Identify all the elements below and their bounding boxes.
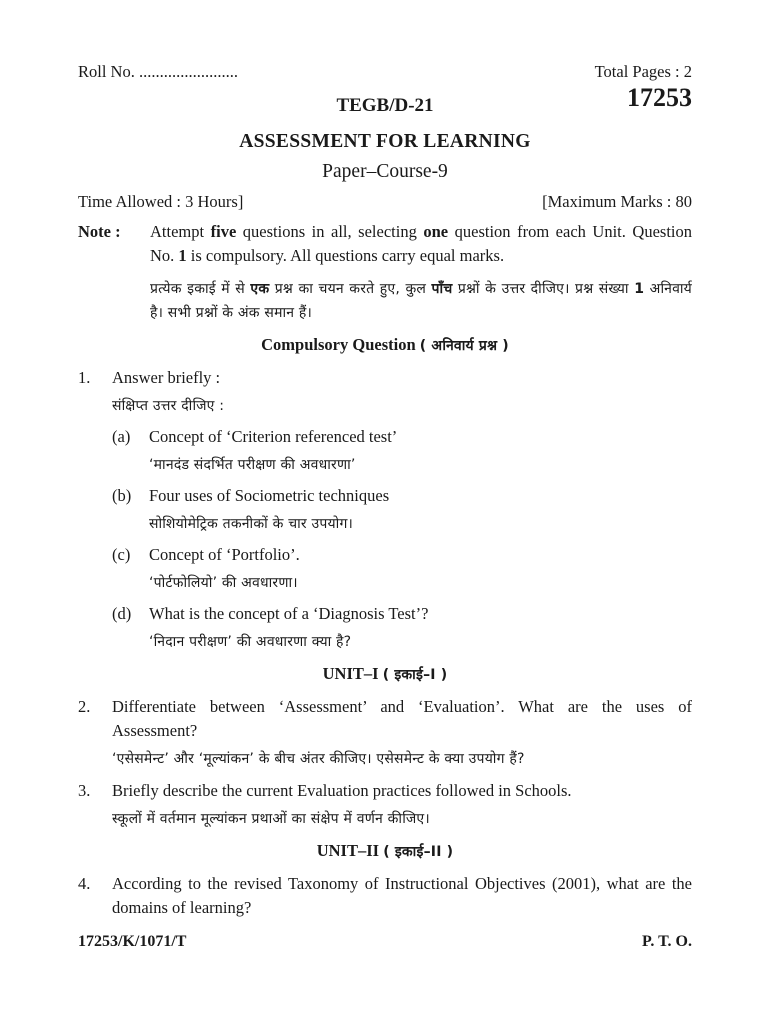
note-label: Note :: [78, 222, 121, 241]
sub-question-hi: ‘मानदंड संदर्भित परीक्षण की अवधारणा’: [149, 457, 356, 473]
note-text: questions in all, selecting: [236, 222, 424, 241]
sub-question-body: [149, 602, 692, 654]
note-hindi: [150, 277, 692, 325]
footer-code: 17253/K/1071/T: [78, 933, 187, 950]
note-english: [150, 220, 692, 268]
sub-question-hi: ‘निदान परीक्षण’ की अवधारणा क्या है?: [149, 634, 352, 650]
note-text: अनिवार्य है। सभी प्रश्नों के अंक समान हैं।: [150, 281, 692, 321]
footer-pto: P. T. O.: [642, 933, 692, 950]
sub-question-c: [112, 543, 692, 595]
compulsory-heading: [78, 333, 692, 358]
question-body: [112, 366, 692, 654]
question-3: [78, 779, 692, 831]
note-text: प्रश्नों के उत्तर दीजिए। प्रश्न संख्या: [452, 281, 635, 297]
question-text-en: According to the revised Taxonomy of Instructional Objectives (2001), what are the domains of learning?: [112, 874, 692, 917]
question-body: [112, 779, 692, 831]
question-number: 4.: [78, 874, 91, 893]
note-emphasis: 1: [178, 246, 187, 265]
time-marks-row: [78, 190, 692, 214]
question-number: 2.: [78, 697, 91, 716]
sub-question-en: Concept of ‘Criterion referenced test’: [149, 427, 398, 446]
sub-question-label: (c): [112, 545, 131, 564]
time-allowed: Time Allowed : 3 Hours]: [78, 192, 244, 211]
note-text: प्रत्येक इकाई में से: [150, 281, 251, 297]
question-2: [78, 695, 692, 771]
note-emphasis: one: [423, 222, 449, 241]
question-text-en: Differentiate between ‘Assessment’ and ‘Evaluation’. What are the uses of Assessment?: [112, 697, 692, 740]
unit-2-heading: [78, 839, 692, 864]
question-text-en: Answer briefly :: [112, 368, 221, 387]
sub-question-body: [149, 425, 692, 477]
question-text-hi: स्कूलों में वर्तमान मूल्यांकन प्रथाओं का संक्षेप में वर्णन कीजिए।: [112, 811, 430, 827]
exam-page: [78, 60, 692, 920]
maximum-marks: [Maximum Marks : 80: [542, 192, 692, 211]
question-number: 1.: [78, 368, 91, 387]
sub-question-label: (d): [112, 604, 132, 623]
paper-subtitle: Paper–Course-9: [322, 161, 448, 182]
total-pages: Total Pages : 2: [594, 62, 692, 81]
sub-question-d: [112, 602, 692, 654]
roll-number-field: Roll No. ........................: [78, 62, 238, 81]
sub-question-a: [112, 425, 692, 477]
question-1: [78, 366, 692, 654]
page-footer: [78, 933, 692, 951]
unit-1-heading: [78, 662, 692, 687]
note-body: [150, 220, 692, 325]
note-emphasis: 1: [634, 281, 645, 297]
question-body: [112, 872, 692, 920]
note-emphasis: एक: [250, 281, 270, 297]
instructions-note: [78, 220, 692, 325]
sub-question-body: [149, 484, 692, 536]
unit-heading-hi: ( इकाई–II ): [383, 844, 454, 860]
sub-question-b: [112, 484, 692, 536]
sub-question-label: (a): [112, 427, 131, 446]
sub-question-hi: सोशियोमेट्रिक तकनीकों के चार उपयोग।: [149, 516, 354, 532]
compulsory-heading-en: Compulsory Question: [261, 335, 416, 354]
unit-heading-en: UNIT–I: [322, 664, 379, 683]
note-emphasis: five: [210, 222, 237, 241]
question-text-hi: ‘एसेसमेन्ट’ और ‘मूल्यांकन’ के बीच अंतर कीजिए। एसेसमेन्ट के क्या उपयोग हैं?: [112, 751, 525, 767]
sub-question-hi: ‘पोर्टफोलियो’ की अवधारणा।: [149, 575, 298, 591]
paper-code-line: [78, 83, 692, 126]
question-text-en: Briefly describe the current Evaluation practices followed in Schools.: [112, 781, 572, 800]
paper-number: 17253: [627, 83, 692, 112]
sub-question-en: Four uses of Sociometric techniques: [149, 486, 390, 505]
sub-question-en: Concept of ‘Portfolio’.: [149, 545, 300, 564]
sub-question-label: (b): [112, 486, 132, 505]
paper-title: ASSESSMENT FOR LEARNING: [239, 131, 531, 152]
unit-heading-hi: ( इकाई–I ): [382, 667, 448, 683]
top-row: [78, 60, 692, 84]
note-text: Attempt: [150, 222, 211, 241]
note-emphasis: पाँच: [431, 281, 453, 297]
compulsory-heading-hi: ( अनिवार्य प्रश्न ): [419, 338, 509, 354]
sub-question-en: What is the concept of a ‘Diagnosis Test’?: [149, 604, 429, 623]
note-text: question from each Unit. Question No.: [150, 222, 693, 265]
note-text: is compulsory. All questions carry equal marks.: [186, 246, 505, 265]
question-4: [78, 872, 692, 920]
question-body: [112, 695, 692, 771]
sub-question-body: [149, 543, 692, 595]
paper-code: TEGB/D-21: [336, 95, 434, 116]
unit-heading-en: UNIT–II: [316, 841, 380, 860]
question-text-hi: संक्षिप्त उत्तर दीजिए :: [112, 398, 225, 414]
question-number: 3.: [78, 781, 91, 800]
note-text: प्रश्न का चयन करते हुए, कुल: [269, 281, 432, 297]
